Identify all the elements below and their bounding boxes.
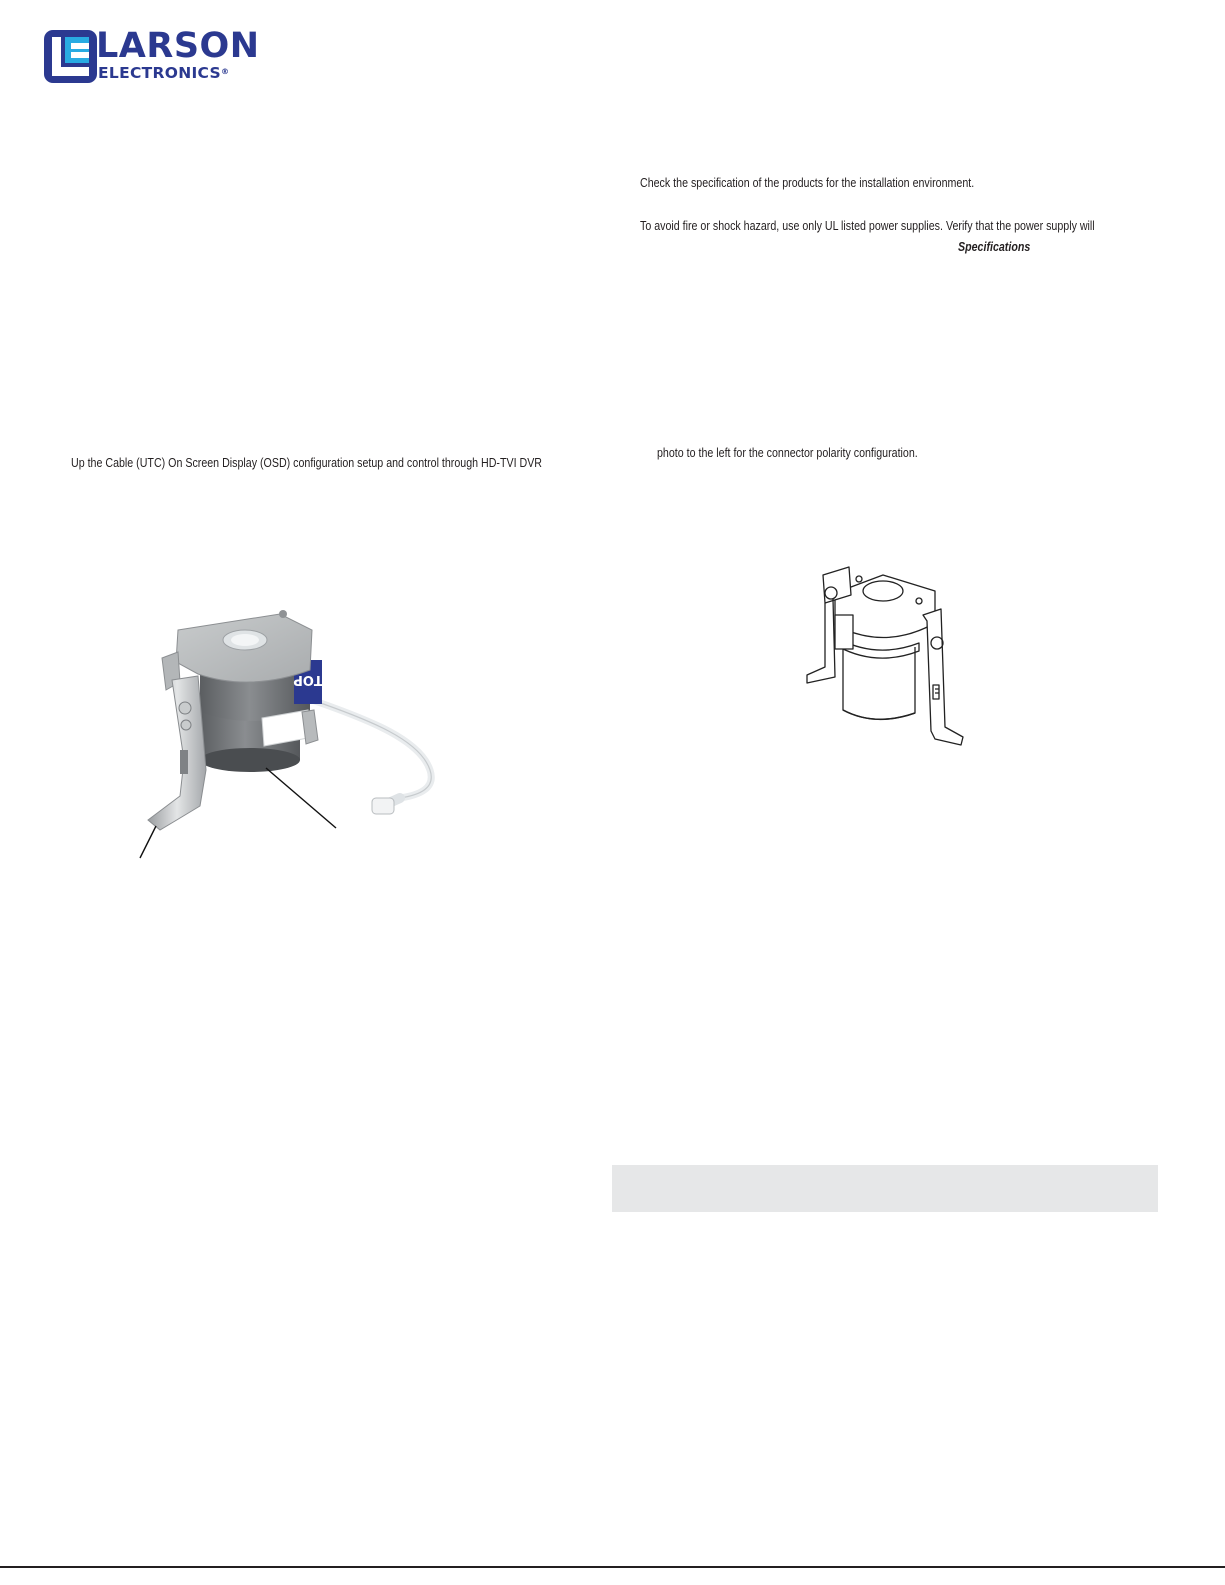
larson-logo	[44, 26, 284, 84]
logo-wordmark-electronics	[98, 64, 229, 82]
utc-osd-feature-text: Up the Cable (UTC) On Screen Display (OSD) configuration setup and control through HD-TVI DVR	[71, 455, 543, 470]
connector-polarity-note: photo to the left for the connector polarity configuration.	[657, 445, 918, 460]
installation-environment-text: Check the specification of the products for the installation environment.	[640, 175, 975, 190]
specifications-reference: Specifications	[958, 239, 1031, 254]
mount-bracket-drawing	[795, 555, 975, 765]
registered-mark: ®	[220, 67, 230, 76]
mount-bracket-photo	[80, 600, 460, 865]
footer-rule	[0, 1566, 1225, 1568]
logo-wordmark-larson: LARSON	[96, 26, 260, 66]
ul-power-supply-warning: To avoid fire or shock hazard, use only UL listed power supplies. Verify that the power supply will	[640, 218, 1095, 233]
larson-logo-icon	[44, 30, 97, 83]
note-box	[612, 1165, 1158, 1212]
top-label-text: TOP	[293, 672, 323, 687]
logo-electronics-text: ELECTRONICS	[98, 64, 221, 82]
